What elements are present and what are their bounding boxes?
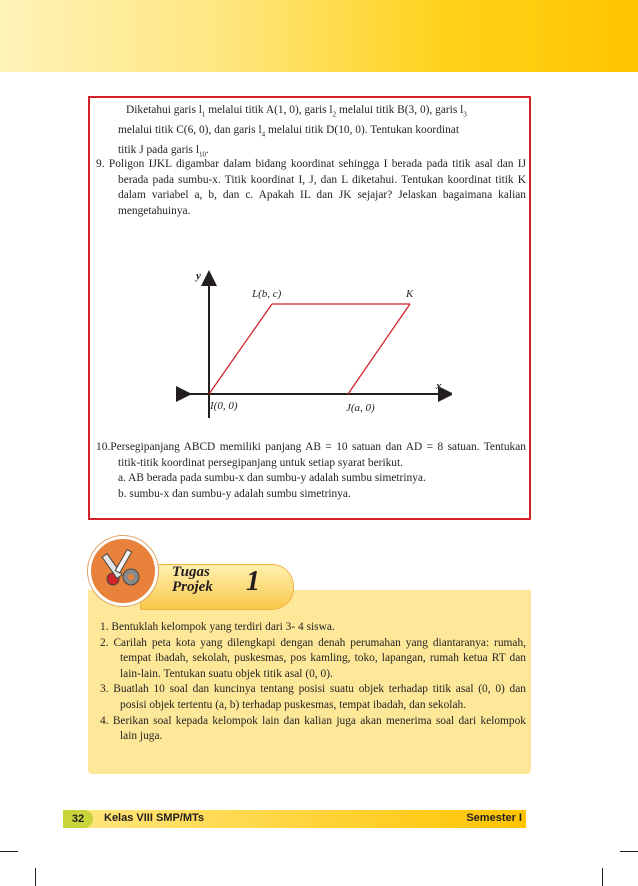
project-item: 1. Bentuklah kelompok yang terdiri dari 3- 4 siswa. [100, 621, 335, 633]
p8-text: melalui titik B(3, 0), garis l [336, 104, 464, 116]
segment-il [209, 304, 272, 394]
point-i-label: I(0, 0) [210, 400, 238, 412]
wrench-icon [91, 539, 149, 597]
problem-number: 10. [96, 441, 111, 453]
p8-text: melalui titik D(10, 0). Tentukan koordinat [265, 123, 459, 136]
project-item: 2. Carilah peta kota yang dilengkapi dengan denah perumahan yang diantaranya: rumah, tempat ibadah, sekolah, puskesmas, pos kamling, toko, lapangan, rumah ketua RT dan lain-lain. Tentukan suatu objek titik asal (0, 0). [100, 636, 526, 680]
p8-text: melalui titik C(6, 0), dan garis l [118, 123, 262, 136]
p8-text: Diketahui garis l [126, 104, 202, 116]
point-l-label: L(b, c) [252, 288, 282, 300]
p8-text: melalui titik A(1, 0), garis l [205, 104, 333, 116]
project-title [172, 565, 213, 595]
p8-text: . [206, 143, 209, 156]
x-axis-label: x [436, 380, 442, 392]
page-number: 32 [63, 810, 93, 828]
footer-class-label: Kelas VIII SMP/MTs [104, 812, 205, 824]
project-header-tab [140, 564, 294, 610]
problem-10-b: b. sumbu-x dan sumbu-y adalah sumbu simetrinya. [118, 487, 351, 500]
point-k-label: K [406, 288, 414, 300]
footer-semester-label: Semester I [466, 812, 522, 824]
project-number: 1 [246, 566, 260, 597]
crop-mark [620, 851, 638, 852]
segment-kj [348, 304, 410, 394]
y-axis-label: y [196, 270, 201, 282]
problem-number: 9. [96, 158, 105, 170]
problem-9-text: Poligon IJKL digambar dalam bidang koordinat sehingga I berada pada titik asal dan IJ berada pada sumbu-x. Titik koordinat I, J, dan L diketahui. Tentukan koordinat titik K dalam variabel a, b, dan c. Apakah IL dan JK sejajar? Jelaskan bagaimana kalian mengetahuinya. [108, 158, 526, 217]
subscript: 3 [463, 110, 467, 119]
problem-10 [96, 440, 526, 502]
subscript: 1 [201, 110, 206, 119]
project-title-line: Tugas [172, 564, 210, 580]
project-title-line: Projek [172, 579, 213, 595]
subscript: 2 [332, 110, 337, 119]
p8-text: titik J pada garis l [118, 143, 199, 156]
crop-mark [602, 868, 603, 886]
problem-8-text [96, 103, 526, 163]
project-item: 4. Berikan soal kepada kelompok lain dan kalian juga akan menerima soal dari kelompok lain juga. [100, 714, 526, 743]
subscript: 4 [261, 130, 266, 139]
crop-mark [0, 851, 18, 852]
top-banner [0, 0, 638, 72]
problem-9 [96, 157, 526, 219]
project-item: 3. Buatlah 10 soal dan kuncinya tentang posisi suatu objek terhadap titik asal (0, 0) dan posisi objek tertentu (a, b) terhadap puskesmas, tempat ibadah, dan sekolah. [100, 683, 526, 711]
problem-10-a: a. AB berada pada sumbu-x dan sumbu-y adalah sumbu simetrinya. [118, 472, 426, 485]
problem-10-text: Persegipanjang ABCD memiliki panjang AB = 10 satuan dan AD = 8 satuan. Tentukan titik-titik koordinat persegipanjang untuk setiap syarat berikut. [110, 441, 526, 469]
subscript: 10 [199, 150, 206, 159]
crop-mark [35, 868, 36, 886]
tools-gear-icon [88, 536, 158, 606]
project-list [100, 620, 526, 745]
point-j-label: J(a, 0) [346, 402, 375, 414]
